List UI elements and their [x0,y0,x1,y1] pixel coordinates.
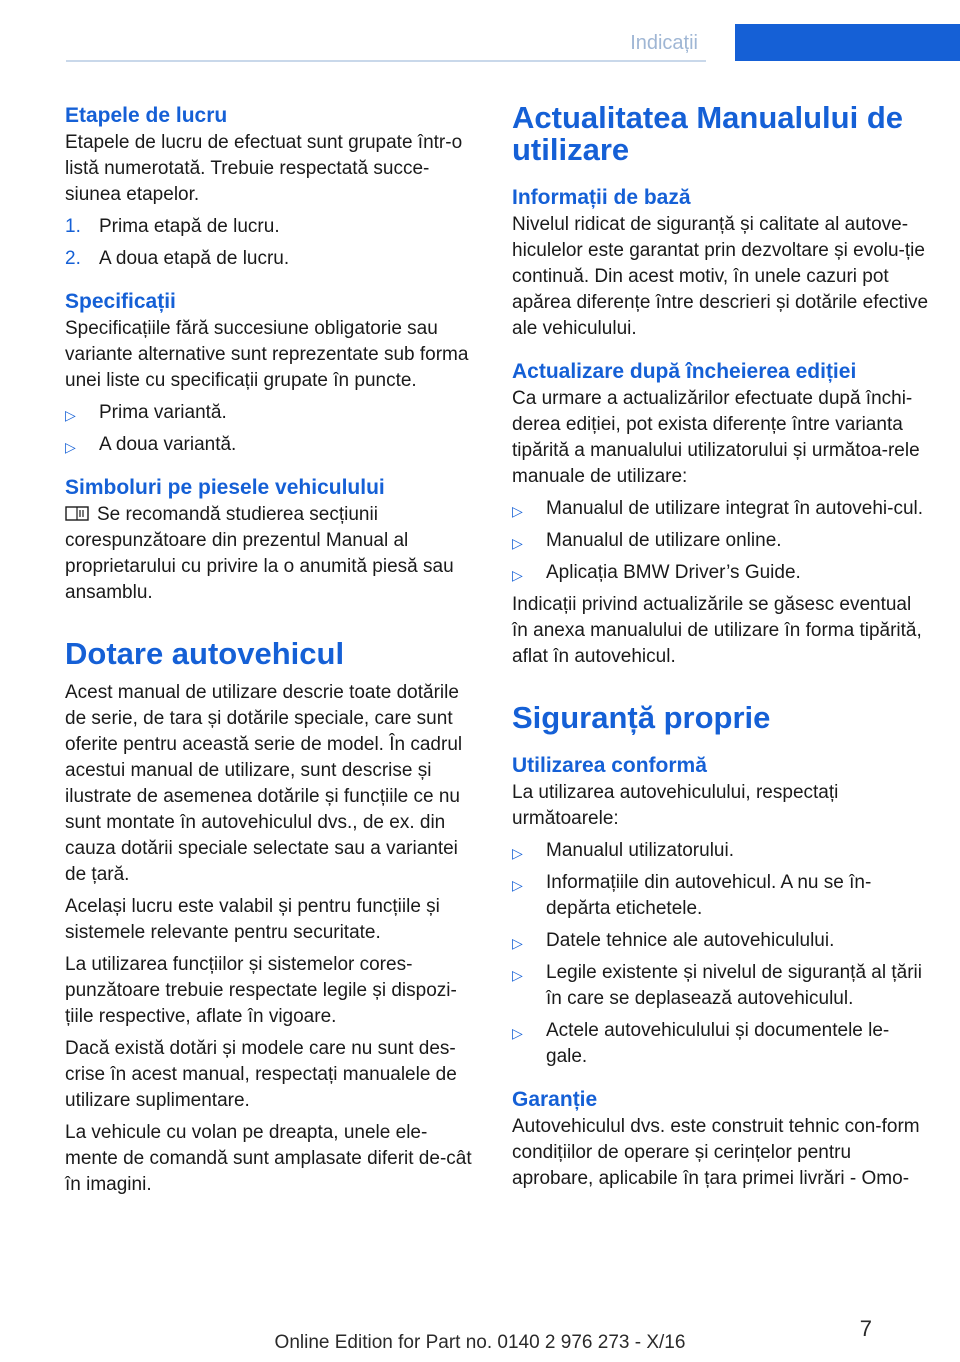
para-specificatii: Specificațiile fără succesiune obligatorie sau variante alternative sunt reprezentate sub forma unei liste cu specificații grupate în puncte. [65,318,469,391]
para-actualizare: Ca urmare a actualizărilor efectuate după închi-derea ediției, pot exista diferențe între varianta tipărită a manualului utilizatorului și următoa-rele manuale de utilizare: [512,388,920,487]
para-etape: Etapele de lucru de efectuat sunt grupate într-o listă numerotată. Trebuie respectată succe-siunea etapelor. [65,132,463,205]
update-list [512,496,930,586]
list-item [512,870,930,922]
triangle-bullet-icon: ▷ [65,439,76,455]
para-simboluri [65,502,480,606]
triangle-bullet-icon: ▷ [512,1025,523,1041]
triangle-bullet-icon: ▷ [512,935,523,951]
para-dotare-4: Dacă există dotări și modele care nu sunt des-crise în acest manual, respectați manualele de utilizare suplimentare. [65,1038,457,1111]
triangle-bullet-icon: ▷ [512,967,523,983]
para-informatii: Nivelul ridicat de siguranță și calitate al autove-hiculelor este garantat prin dezvoltare și evolu-ție continuă. Din acest motiv, în unele cazuri pot apărea diferențe între descrieri și dotările efective ale vehiculului. [512,214,929,339]
triangle-bullet-icon: ▷ [512,535,523,551]
header-rule [66,60,706,62]
list-item-text: Legile existente și nivelul de siguranță al țării în care se deplasează autovehiculul. [546,962,922,1009]
list-item-text: A doua variantă. [99,434,237,455]
page-number: 7 [859,1316,872,1341]
heading-dotare: Dotare autovehicul [65,636,345,671]
left-column [65,102,480,1198]
step-text: A doua etapă de lucru. [99,248,290,269]
page-header-title: Indicații [630,32,698,54]
list-item [65,400,480,426]
util-list [512,838,930,1070]
heading-siguranta: Siguranță proprie [512,700,771,735]
list-item [512,496,930,522]
triangle-bullet-icon: ▷ [512,845,523,861]
triangle-bullet-icon: ▷ [65,407,76,423]
para-simboluri-text: Se recomandă studierea secțiunii corespunzătoare din prezentul Manual al proprietarului cu privire la o anumită piesă sau ansamblu. [65,504,454,603]
triangle-bullet-icon: ▷ [512,503,523,519]
heading-utilizarea: Utilizarea conformă [512,754,707,777]
list-item [512,528,930,554]
list-item-text: Prima variantă. [99,402,227,423]
step-text: Prima etapă de lucru. [99,216,280,237]
triangle-bullet-icon: ▷ [512,567,523,583]
list-item [512,560,930,586]
list-item-text: Manualul utilizatorului. [546,840,734,861]
book-icon [65,506,89,521]
step-item [65,246,480,272]
step-number: 1. [65,216,81,237]
heading-actualitatea: Actualitatea Manualului de utilizare [512,100,904,167]
list-item-text: Manualul de utilizare integrat în autovehi-cul. [546,498,924,519]
list-item [512,960,930,1012]
footer-edition: Online Edition for Part no. 0140 2 976 273 - X/16 [274,1332,686,1353]
heading-specificatii: Specificații [65,290,176,313]
list-item [512,838,930,864]
heading-garantie: Garanție [512,1088,598,1111]
list-item-text: Actele autovehiculului și documentele le-gale. [546,1020,890,1067]
para-dotare-5: La vehicule cu volan pe dreapta, unele ele-mente de comandă sunt amplasate diferit de-cât în imagini. [65,1122,472,1195]
list-item-text: Manualul de utilizare online. [546,530,782,551]
numbered-steps [65,214,480,272]
para-dotare-1: Acest manual de utilizare descrie toate dotările de serie, de tara și dotările speciale, care sunt oferite pentru această serie de model. În cadrul acestui manual de utilizare, sunt descrise și ilustrate de asemenea dotările și funcțiile ce nu sunt montate în autovehiculul dvs., de ex. din cauza dotării speciale selectate sau a variantei de țară. [65,682,463,885]
para-garantie: Autovehiculul dvs. este construit tehnic con-form condițiilor de operare și cerințelor pentru aprobare, aplicabile în țara primei livrări - Omo- [512,1116,920,1189]
step-number: 2. [65,248,81,269]
para-utilizarea: La utilizarea autovehiculului, respectați următoarele: [512,782,839,829]
triangle-bullet-icon: ▷ [512,877,523,893]
list-item-text: Aplicația BMW Driver’s Guide. [546,562,801,583]
list-item [512,1018,930,1070]
list-item [512,928,930,954]
header-accent-bar [735,24,960,61]
para-dotare-3: La utilizarea funcțiilor și sistemelor cores-punzătoare trebuie respectate legile și dispozi-țiile respective, aflate în vigoare. [65,954,457,1027]
heading-actualizare: Actualizare după încheierea ediției [512,360,857,383]
heading-etape: Etapele de lucru [65,104,228,127]
step-item [65,214,480,240]
para-dotare-2: Același lucru este valabil și pentru funcțiile și sistemele relevante pentru securitate. [65,896,440,943]
spec-list [65,400,480,458]
para-actualizare-2: Indicații privind actualizările se găsesc eventual în anexa manualului de utilizare în forma tipărită, aflat în autovehicul. [512,594,922,667]
heading-simboluri: Simboluri pe piesele vehiculului [65,476,385,499]
right-column [512,102,930,1192]
list-item [65,432,480,458]
list-item-text: Datele tehnice ale autovehiculului. [546,930,835,951]
heading-informatii: Informații de bază [512,186,691,209]
list-item-text: Informațiile din autovehicul. A nu se în-depărta etichetele. [546,872,872,919]
